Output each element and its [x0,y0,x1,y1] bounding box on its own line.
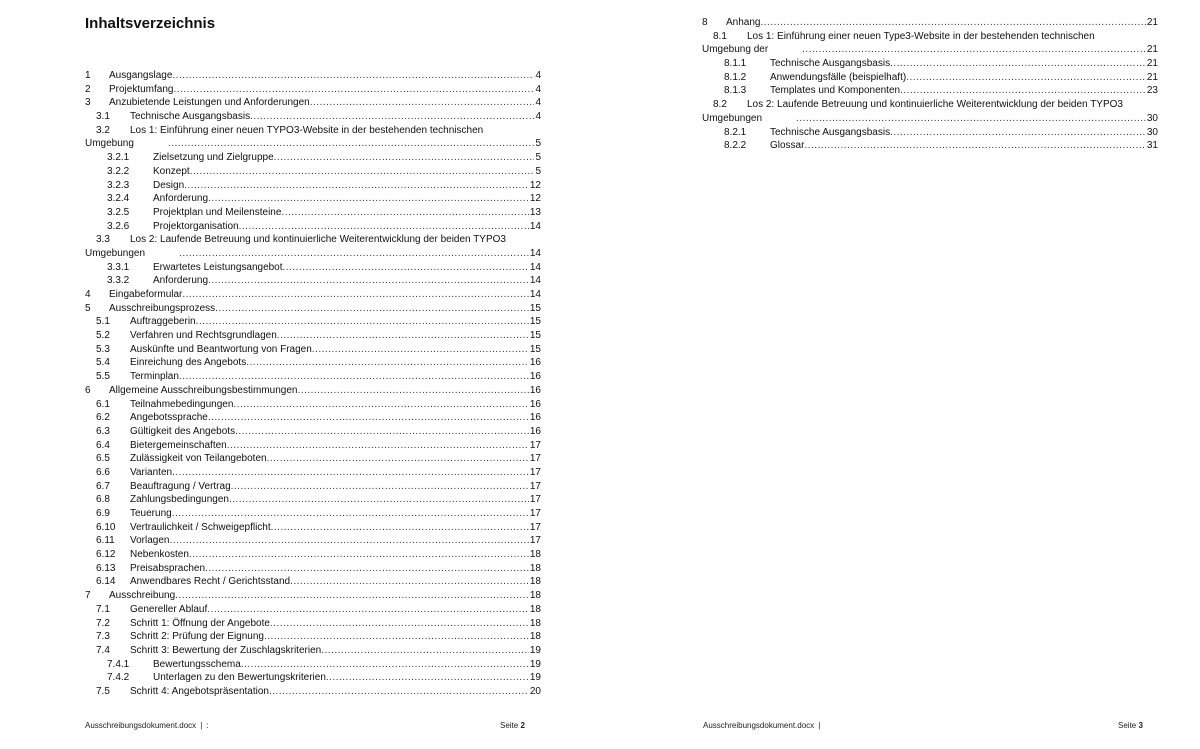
toc-entry-title-continued: Umgebung [85,138,134,150]
toc-dot-leader [241,658,529,672]
toc-entry-title: Konzept [153,165,190,177]
toc-entry[interactable] [85,398,541,412]
toc-entry-title: Anwendbares Recht / Gerichtsstand [130,576,291,588]
toc-dot-leader [264,630,529,644]
toc-entry-page: 15 [529,316,541,328]
toc-entry-page: 17 [529,453,541,465]
toc-entry-page: 18 [529,617,541,629]
toc-entry[interactable] [85,206,541,220]
toc-entry-title: Ausschreibung [109,590,176,602]
toc-entry[interactable] [85,439,541,453]
toc-entry-title: Zielsetzung und Zielgruppe [153,152,274,164]
toc-entry-page: 30 [1146,112,1158,124]
toc-entry-title: Projektumfang [109,83,174,95]
toc-dot-leader [207,603,529,617]
toc-entry-page: 19 [529,672,541,684]
toc-dot-leader [297,384,528,398]
toc-entry-number: 5.2 [96,330,110,342]
toc-entry-page: 21 [1146,17,1158,28]
toc-entry-page: 17 [529,535,541,547]
toc-entry-number: 3.2.1 [107,152,130,164]
toc-entry[interactable] [85,315,541,329]
toc-entry-number: 6.9 [96,508,110,520]
toc-entry-number: 8.1.1 [724,58,747,70]
toc-entry-number: 7.4 [96,644,110,656]
toc-dot-leader [760,16,1145,30]
toc-entry-title: Anzubietende Leistungen und Anforderungen [109,97,310,109]
toc-entry-title: Schritt 4: Angebotspräsentation [130,685,269,697]
toc-entry[interactable] [85,548,541,562]
toc-entry-title: Bewertungsschema [153,658,241,670]
toc-entry-number: 3.2 [96,124,110,136]
toc-dot-leader [169,534,528,548]
toc-entry-title: Unterlagen zu den Bewertungskriterien [153,672,326,684]
toc-entry[interactable] [85,179,541,193]
page-footer-left [85,721,209,730]
toc-entry-title-continued: Umgebungen [702,112,763,124]
toc-entry-title: Projektorganisation [153,220,239,232]
page-footer-right [703,721,824,730]
footer-page-label: Seite [1118,721,1137,730]
toc-entry-title: Anforderung [153,193,209,205]
toc-entry-title-continued: Umgebung der [702,44,769,56]
toc-dot-leader [269,685,529,699]
toc-entry[interactable] [85,151,541,165]
toc-entry[interactable] [85,343,541,357]
toc-entry-title: Einreichung des Angebots [130,357,247,369]
toc-entry-number: 8.1 [713,30,727,42]
table-of-contents-continued [702,16,1158,153]
toc-entry-number: 6.12 [96,549,116,561]
toc-entry-page: 15 [529,302,541,314]
toc-entry-number: 3.3 [96,234,110,246]
toc-entry-title: Glossar [770,140,805,152]
toc-entry-title: Los 1: Einführung einer neuen TYPO3-Website in der bestehenden technischen [130,124,484,136]
toc-entry[interactable] [85,288,541,302]
toc-entry-title: Eingabeformular [109,289,183,301]
toc-entry-number: 6.13 [96,562,116,574]
toc-entry-page: 5 [535,165,541,177]
toc-dot-leader [182,288,529,302]
toc-entry[interactable] [85,329,541,343]
toc-entry-title: Preisabsprachen [130,562,206,574]
toc-entry[interactable] [85,589,541,603]
toc-dot-leader [804,139,1145,153]
toc-entry-page: 18 [529,631,541,643]
toc-entry[interactable] [85,575,541,589]
toc-entry[interactable] [85,493,541,507]
toc-entry-page: 18 [529,590,541,602]
toc-entry-number: 5.3 [96,343,110,355]
toc-entry-title: Templates und Komponenten [770,85,901,97]
toc-entry[interactable] [85,83,541,97]
toc-entry-page: 31 [1146,140,1158,152]
toc-entry-number: 7.4.2 [107,672,130,684]
toc-entry-number: 3.2.2 [107,165,130,177]
footer-page-label: Seite [500,721,519,730]
toc-entry-page: 21 [1146,58,1158,70]
toc-entry-title: Auftraggeberin [130,316,196,328]
toc-entry[interactable] [85,233,541,260]
toc-entry-title: Verfahren und Rechtsgrundlagen [130,330,277,342]
toc-entry-title: Schritt 3: Bewertung der Zuschlagskriterien [130,644,322,656]
toc-entry-number: 5.4 [96,357,110,369]
toc-entry-number: 6.1 [96,398,110,410]
toc-entry-page: 12 [529,179,541,191]
toc-dot-leader [175,589,529,603]
toc-entry-page: 21 [1146,71,1158,83]
toc-dot-leader [890,57,1146,71]
toc-entry[interactable] [85,302,541,316]
toc-dot-leader [189,548,529,562]
toc-entry[interactable] [85,124,541,151]
toc-entry-title: Technische Ausgangsbasis [770,126,891,138]
toc-dot-leader [271,521,529,535]
toc-entry-page: 21 [1146,44,1158,56]
toc-entry-title: Schritt 2: Prüfung der Eignung [130,631,264,643]
toc-entry-number: 6.7 [96,480,110,492]
toc-entry-page: 18 [529,549,541,561]
toc-dot-leader [246,356,529,370]
toc-entry-number: 8.2 [713,99,727,111]
toc-entry-title: Allgemeine Ausschreibungsbestimmungen [109,384,298,396]
toc-entry-page: 17 [529,494,541,506]
toc-dot-leader [172,507,529,521]
toc-entry[interactable] [85,165,541,179]
toc-entry-title: Los 2: Laufende Betreuung und kontinuierliche Weiterentwicklung der beiden TYPO3 [747,99,1123,111]
toc-dot-leader [321,644,529,658]
toc-entry-number: 2 [85,83,91,95]
toc-dot-leader [802,43,1146,57]
footer-separator: | [818,721,821,730]
toc-entry-number: 6.10 [96,521,116,533]
toc-entry-number: 8.2.2 [724,140,747,152]
toc-entry[interactable] [702,139,1158,153]
toc-entry-number: 3.2.4 [107,193,130,205]
toc-entry-page: 18 [529,562,541,574]
toc-entry[interactable] [85,261,541,275]
toc-entry-title: Nebenkosten [130,549,189,561]
footer-page-number: 2 [520,721,525,730]
toc-entry-number: 7.5 [96,685,110,697]
toc-entry[interactable] [85,617,541,631]
toc-entry-number: 6.5 [96,453,110,465]
toc-entry[interactable] [702,84,1158,98]
toc-entry-page: 15 [529,343,541,355]
toc-entry-number: 6.4 [96,439,110,451]
toc-entry-number: 6.11 [96,535,115,547]
toc-entry-title: Los 2: Laufende Betreuung und kontinuierliche Weiterentwicklung der beiden TYPO3 [130,234,506,246]
toc-entry-number: 7.1 [96,603,110,615]
toc-dot-leader [172,466,529,480]
toc-entry-page: 4 [535,83,541,95]
toc-dot-leader [208,411,529,425]
toc-entry-page: 16 [529,425,541,437]
toc-entry-number: 6.14 [96,576,116,588]
toc-entry[interactable] [85,658,541,672]
toc-entry[interactable] [85,562,541,576]
toc-entry[interactable] [85,274,541,288]
toc-entry-page: 12 [529,193,541,205]
toc-entry-title: Ausgangslage [109,70,173,81]
toc-entry-page: 17 [529,439,541,451]
toc-dot-leader [208,192,529,206]
toc-dot-leader [796,112,1146,126]
toc-entry-number: 3.1 [96,111,110,123]
toc-dot-leader [205,562,529,576]
toc-entry-title: Anhang [726,17,761,28]
toc-entry[interactable] [85,671,541,685]
page-number-right [1118,721,1143,730]
toc-dot-leader [179,370,529,384]
toc-entry-title: Beauftragung / Vertrag [130,480,231,492]
toc-entry-title: Technische Ausgangsbasis [130,111,251,123]
toc-entry-number: 7.4.1 [107,658,130,670]
toc-entry-number: 6.3 [96,425,110,437]
toc-entry[interactable] [85,603,541,617]
toc-entry[interactable] [85,69,541,83]
toc-entry-title: Ausschreibungsprozess [109,302,216,314]
toc-entry-title: Varianten [130,466,173,478]
toc-entry-page: 30 [1146,126,1158,138]
toc-entry[interactable] [702,16,1158,30]
toc-dot-leader [274,151,535,165]
toc-entry[interactable] [85,192,541,206]
toc-entry-number: 6 [85,384,91,396]
toc-entry-title: Anwendungsfälle (beispielhaft) [770,71,907,83]
toc-entry-page: 5 [535,152,541,164]
toc-entry-page: 15 [529,330,541,342]
toc-entry-number: 8.1.2 [724,71,747,83]
toc-entry[interactable] [702,30,1158,57]
toc-entry-title: Auskünfte und Beantwortung von Fragen [130,343,312,355]
toc-entry-page: 18 [529,603,541,615]
toc-dot-leader [890,126,1146,140]
toc-entry-page: 4 [535,111,541,123]
toc-dot-leader [215,302,529,316]
toc-dot-leader [179,247,529,261]
toc-entry-page: 23 [1146,85,1158,97]
toc-entry-number: 6.6 [96,466,110,478]
toc-entry[interactable] [85,630,541,644]
toc-entry-page: 16 [529,384,541,396]
toc-entry[interactable] [85,370,541,384]
toc-dot-leader [239,220,529,234]
toc-entry-page: 14 [529,220,541,232]
toc-entry-title: Vorlagen [130,535,170,547]
toc-entry[interactable] [85,384,541,398]
toc-entry[interactable] [85,411,541,425]
toc-dot-leader [281,206,528,220]
toc-dot-leader [229,493,529,507]
toc-entry[interactable] [85,685,541,699]
toc-entry[interactable] [85,110,541,124]
toc-dot-leader [196,315,529,329]
toc-entry-title: Zahlungsbedingungen [130,494,229,506]
toc-entry[interactable] [85,507,541,521]
toc-dot-leader [233,398,528,412]
toc-entry-title: Vertraulichkeit / Schweigepflicht [130,521,271,533]
toc-dot-leader [270,617,529,631]
toc-entry-page: 16 [529,398,541,410]
toc-entry-title: Schritt 1: Öffnung der Angebote [130,617,270,629]
toc-dot-leader [168,137,535,151]
toc-entry-number: 8.1.3 [724,85,747,97]
document-page-right [600,0,1200,749]
page-number-left [500,721,525,730]
toc-entry-title: Design [153,179,185,191]
toc-entry-number: 3.2.5 [107,206,130,218]
toc-entry-number: 6.2 [96,412,110,424]
toc-dot-leader [173,83,534,97]
toc-entry-page: 13 [529,206,541,218]
toc-entry[interactable] [85,220,541,234]
toc-entry-title: Bietergemeinschaften [130,439,227,451]
toc-entry[interactable] [702,57,1158,71]
toc-entry-number: 3.3.1 [107,261,130,273]
toc-entry[interactable] [702,71,1158,85]
toc-entry-title: Los 1: Einführung einer neuen Type3-Website in der bestehenden technischen [747,30,1095,42]
footer-separator: | [200,721,203,730]
toc-dot-leader [310,96,535,110]
toc-entry-title: Erwartetes Leistungsangebot [153,261,283,273]
toc-entry-number: 4 [85,289,91,301]
toc-dot-leader [184,179,529,193]
toc-dot-leader [290,575,529,589]
toc-dot-leader [900,84,1146,98]
toc-dot-leader [172,69,534,83]
footer-document-name: Ausschreibungsdokument.docx [85,721,197,730]
toc-entry-number: 1 [85,70,91,81]
toc-entry[interactable] [85,452,541,466]
toc-entry-page: 16 [529,357,541,369]
toc-dot-leader [190,165,535,179]
toc-dot-leader [227,439,529,453]
toc-entry-page: 19 [529,644,541,656]
toc-entry-title: Teuerung [130,508,172,520]
toc-dot-leader [326,671,529,685]
toc-entry-page: 14 [529,289,541,301]
toc-dot-leader [906,71,1146,85]
toc-entry-page: 4 [535,97,541,109]
toc-entry-page: 17 [529,466,541,478]
footer-extra: : [206,721,209,730]
toc-entry[interactable] [85,644,541,658]
toc-entry-title: Angebotssprache [130,412,208,424]
toc-dot-leader [283,261,529,275]
toc-entry[interactable] [85,521,541,535]
toc-entry-page: 19 [529,658,541,670]
toc-entry-page: 17 [529,521,541,533]
toc-dot-leader [231,480,529,494]
toc-entry-number: 7.2 [96,617,110,629]
toc-dot-leader [250,110,534,124]
toc-entry-title: Terminplan [130,371,179,383]
toc-dot-leader [277,329,529,343]
toc-entry-page: 17 [529,508,541,520]
toc-entry-number: 5.5 [96,371,110,383]
toc-entry-number: 3.3.2 [107,275,130,287]
toc-entry-number: 8.2.1 [724,126,747,138]
toc-entry-title: Projektplan und Meilensteine [153,206,282,218]
toc-entry-number: 7.3 [96,631,110,643]
toc-entry-page: 14 [529,275,541,287]
toc-entry-page: 18 [529,576,541,588]
toc-entry-page: 17 [529,480,541,492]
toc-entry-page: 4 [535,70,541,81]
toc-entry-number: 8 [702,17,708,28]
toc-entry[interactable] [702,126,1158,140]
toc-entry-number: 3 [85,97,91,109]
toc-entry-title: Anforderung [153,275,209,287]
toc-dot-leader [267,452,529,466]
toc-heading: Inhaltsverzeichnis [85,15,216,32]
toc-entry-title: Teilnahmebedingungen [130,398,234,410]
toc-entry-title: Genereller Ablauf [130,603,208,615]
toc-dot-leader [208,274,529,288]
toc-entry[interactable] [85,96,541,110]
toc-entry[interactable] [85,425,541,439]
toc-entry-number: 5 [85,302,91,314]
toc-entry[interactable] [85,466,541,480]
toc-dot-leader [312,343,529,357]
toc-entry-page: 16 [529,371,541,383]
toc-entry-number: 3.2.6 [107,220,130,232]
toc-entry-title: Gültigkeit des Angebots [130,425,236,437]
toc-dot-leader [235,425,529,439]
toc-entry-page: 16 [529,412,541,424]
toc-entry-page: 14 [529,261,541,273]
toc-entry-number: 3.2.3 [107,179,130,191]
toc-entry-title: Zulässigkeit von Teilangeboten [130,453,267,465]
toc-entry-number: 5.1 [96,316,110,328]
toc-entry[interactable] [85,534,541,548]
toc-entry-number: 6.8 [96,494,110,506]
toc-entry[interactable] [85,356,541,370]
toc-entry-page: 5 [535,138,541,150]
toc-entry-title-continued: Umgebungen [85,247,146,259]
footer-page-number: 3 [1138,721,1143,730]
toc-entry-page: 14 [529,247,541,259]
toc-entry[interactable] [702,98,1158,125]
toc-entry-page: 20 [529,685,541,697]
footer-document-name: Ausschreibungsdokument.docx [703,721,815,730]
toc-entry-number: 7 [85,590,91,602]
toc-entry-title: Technische Ausgangsbasis [770,58,891,70]
toc-entry[interactable] [85,480,541,494]
table-of-contents [85,69,541,699]
